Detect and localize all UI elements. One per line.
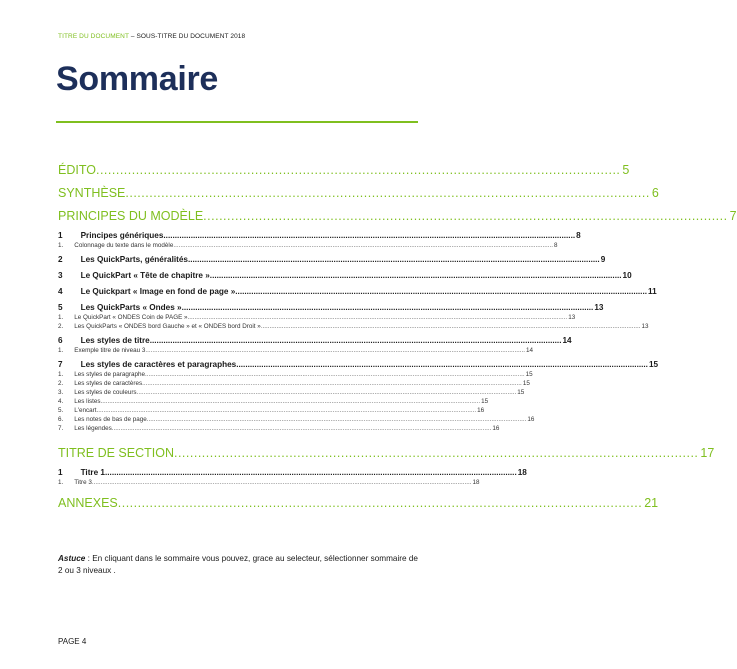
toc-page: 5	[622, 163, 630, 177]
toc-leader: ....................................................................................................................................	[203, 209, 728, 223]
toc-page: 6	[651, 186, 659, 200]
header-doc-title: TITRE DU DOCUMENT	[58, 33, 129, 40]
toc-leader: .....................................................................................................................................................................................	[187, 255, 600, 264]
toc-leader: .....................................................................................................................................................................................	[163, 231, 576, 240]
toc-label: Les QuickParts, généralités	[80, 255, 188, 264]
toc-label: TITRE DE SECTION	[58, 446, 174, 460]
toc-num: 4.	[58, 398, 64, 405]
toc-num: 7.	[58, 425, 64, 432]
toc-subentry[interactable]	[58, 314, 576, 323]
toc-leader: .........................................................................................................................................................................................................................	[144, 371, 525, 378]
toc-leader: .....................................................................................................................................................................................	[209, 271, 622, 280]
toc-label: Le QuickPart « ONDES Coin de PAGE »	[74, 314, 188, 321]
toc-page: 10	[622, 271, 632, 280]
toc-num: 1.	[58, 479, 64, 486]
header-subtitle: SOUS-TITRE DU DOCUMENT 2018	[136, 33, 246, 40]
toc-page: 8	[576, 231, 581, 240]
toc-leader: .........................................................................................................................................................................................................................	[260, 323, 641, 330]
toc-leader: ....................................................................................................................................	[125, 186, 650, 200]
tip-label: Astuce	[58, 554, 86, 563]
toc-page: 14	[525, 347, 533, 354]
toc-leader: .....................................................................................................................................................................................	[181, 303, 594, 312]
toc-leader: .........................................................................................................................................................................................................................	[146, 416, 527, 423]
toc-label: Les styles de caractères et paragraphes	[80, 360, 237, 369]
toc-page: 8	[553, 242, 558, 249]
toc-page: 7	[729, 209, 737, 223]
title-divider	[56, 121, 418, 123]
toc-page: 13	[568, 314, 576, 321]
toc-label: Les listes	[74, 398, 101, 405]
toc-label: Les styles de paragraphe	[74, 371, 145, 378]
toc-subentry[interactable]	[58, 323, 649, 332]
toc-label: Exemple titre de niveau 3	[74, 347, 146, 354]
toc-entry-edito[interactable]	[58, 163, 630, 180]
toc-num: 1.	[58, 314, 64, 321]
toc-leader: .....................................................................................................................................................................................	[149, 336, 562, 345]
page-number: PAGE 4	[58, 637, 87, 646]
toc-num: 7	[58, 360, 63, 369]
toc-label: Titre 3	[74, 479, 92, 486]
toc-subentry[interactable]	[58, 371, 533, 380]
toc-leader: .....................................................................................................................................................................................	[235, 287, 647, 296]
toc-leader: ....................................................................................................................................	[173, 446, 699, 460]
toc-entry[interactable]	[58, 255, 606, 266]
toc-entry[interactable]	[58, 336, 572, 347]
toc-leader: .........................................................................................................................................................................................................................	[100, 398, 481, 405]
toc-section-titre	[58, 446, 715, 488]
toc-label: Titre 1	[80, 468, 105, 477]
toc-num: 5.	[58, 407, 64, 414]
toc-leader: .........................................................................................................................................................................................................................	[111, 425, 492, 432]
toc-entry[interactable]	[58, 271, 632, 282]
toc-subentry[interactable]	[58, 380, 530, 389]
toc-leader: .....................................................................................................................................................................................	[236, 360, 648, 369]
toc-entry[interactable]	[58, 303, 604, 314]
toc-leader: ....................................................................................................................................	[117, 496, 643, 510]
toc-num: 4	[58, 287, 63, 296]
toc-leader: .........................................................................................................................................................................................................................	[91, 479, 472, 486]
toc-subentry[interactable]	[58, 347, 533, 356]
page-title: Sommaire	[56, 60, 219, 98]
toc-num: 1.	[58, 242, 64, 249]
toc-label: Colonnage du texte dans le modèle	[74, 242, 174, 249]
toc-num: 1	[58, 468, 63, 477]
toc-page: 21	[644, 496, 659, 510]
toc-num: 5	[58, 303, 63, 312]
toc-entry[interactable]	[58, 360, 659, 371]
toc-label: Les légendes	[74, 425, 112, 432]
toc-page: 15	[648, 360, 659, 369]
toc-page: 18	[472, 479, 480, 486]
toc-num: 6.	[58, 416, 64, 423]
toc-page: 9	[600, 255, 606, 264]
toc-leader: ....................................................................................................................................	[95, 163, 621, 177]
header-separator: –	[128, 33, 137, 40]
toc-leader: .........................................................................................................................................................................................................................	[136, 389, 517, 396]
tip-paragraph	[58, 553, 418, 577]
toc-page: 13	[594, 303, 604, 312]
toc-num: 2.	[58, 380, 64, 387]
toc-page: 16	[527, 416, 535, 423]
toc-subentry[interactable]	[58, 416, 535, 425]
toc-leader: .........................................................................................................................................................................................................................	[145, 347, 525, 354]
toc-leader: .....................................................................................................................................................................................	[105, 468, 517, 477]
toc-num: 1.	[58, 371, 64, 378]
toc-page: 17	[700, 446, 715, 460]
toc-page: 15	[481, 398, 489, 405]
toc-subentry[interactable]	[58, 398, 489, 407]
toc-subentry[interactable]	[58, 425, 500, 434]
toc-entry[interactable]	[58, 231, 581, 242]
tip-text: : En cliquant dans le sommaire vous pouvez, grace au selecteur, sélectionner sommaire de 2 ou 3 niveaux .	[58, 554, 418, 575]
toc-num: 2.	[58, 323, 64, 330]
toc-section-principes	[58, 209, 737, 434]
toc-entry-annexes[interactable]	[58, 496, 659, 513]
toc-subentry[interactable]	[58, 479, 480, 488]
toc-label: L'encart	[74, 407, 97, 414]
toc-label: Les styles de titre	[80, 336, 150, 345]
toc-num: 1	[58, 231, 63, 240]
toc-label: ÉDITO	[58, 163, 96, 177]
toc-label: Principes génériques	[80, 231, 164, 240]
toc-label: Les QuickParts « ONDES bord Gauche » et « ONDES bord Droit »	[74, 323, 261, 330]
toc-entry-synthese[interactable]	[58, 186, 659, 203]
toc-leader: .........................................................................................................................................................................................................................	[142, 380, 522, 387]
toc-entry-titre-section[interactable]	[58, 446, 715, 463]
toc-num: 2	[58, 255, 63, 264]
toc-entry[interactable]	[58, 468, 527, 479]
toc-leader: .........................................................................................................................................................................................................................	[187, 314, 568, 321]
toc-label: Les styles de couleurs	[74, 389, 137, 396]
toc-num: 3	[58, 271, 63, 280]
toc-leader: .........................................................................................................................................................................................................................	[173, 242, 553, 249]
toc-page: 16	[477, 407, 485, 414]
toc-page: 13	[641, 323, 649, 330]
toc-entry-principes[interactable]	[58, 209, 737, 226]
toc-page: 18	[517, 468, 527, 477]
toc-entry[interactable]	[58, 287, 657, 298]
toc-label: Le Quickpart « Image en fond de page »	[80, 287, 236, 296]
document-header	[58, 33, 245, 40]
toc-page: 14	[562, 336, 572, 345]
toc-label: Les notes de bas de page	[74, 416, 147, 423]
toc-subentry[interactable]	[58, 407, 485, 416]
toc-label: SYNTHÈSE	[58, 186, 126, 200]
toc-label: ANNEXES	[58, 496, 118, 510]
toc-label: Les styles de caractères	[74, 380, 143, 387]
toc-page: 15	[517, 389, 525, 396]
toc-label: PRINCIPES DU MODÈLE	[58, 209, 204, 223]
toc-leader: .........................................................................................................................................................................................................................	[96, 407, 477, 414]
toc-page: 16	[492, 425, 500, 432]
toc-num: 1.	[58, 347, 64, 354]
toc-page: 15	[525, 371, 533, 378]
toc-page: 15	[522, 380, 530, 387]
toc-subentry[interactable]	[58, 389, 525, 398]
toc-label: Le QuickPart « Tête de chapitre »	[80, 271, 210, 280]
toc-num: 6	[58, 336, 63, 345]
toc-label: Les QuickParts « Ondes »	[80, 303, 182, 312]
toc-subentry[interactable]	[58, 242, 558, 251]
toc-num: 3.	[58, 389, 64, 396]
toc-page: 11	[648, 287, 657, 296]
